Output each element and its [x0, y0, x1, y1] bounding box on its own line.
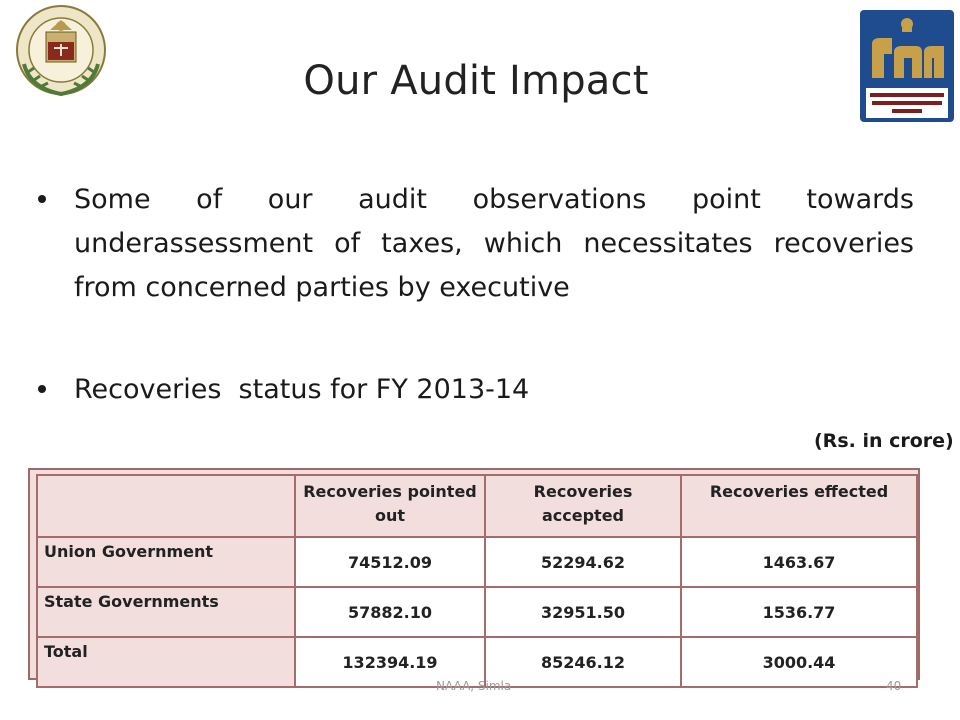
- footer-label: NAAA, Simla: [436, 679, 512, 693]
- table-cell: 1463.67: [681, 537, 917, 587]
- table-header-cell: [37, 475, 295, 537]
- bullet-text: Recoveries status for FY 2013-14: [74, 374, 530, 405]
- table-header-cell: Recoveries pointed out: [295, 475, 485, 537]
- slide-title: Our Audit Impact: [303, 58, 649, 104]
- bullet-item: [38, 368, 914, 412]
- recoveries-table-frame: [28, 468, 920, 680]
- table-cell: 85246.12: [485, 637, 681, 687]
- unit-note: (Rs. in crore): [814, 430, 954, 452]
- table-header-cell: Recoveries effected: [681, 475, 917, 537]
- table-cell: 74512.09: [295, 537, 485, 587]
- row-label: Union Government: [37, 537, 295, 587]
- bullet-dot-icon: [38, 195, 46, 203]
- table-header-row: [37, 475, 917, 537]
- bullet-list: [38, 178, 914, 412]
- row-label: Total: [37, 637, 295, 687]
- table-cell: 57882.10: [295, 587, 485, 637]
- table-cell: 52294.62: [485, 537, 681, 587]
- table-row: [37, 537, 917, 587]
- bullet-text: Some of our audit observations point towards underassessment of taxes, which necessitates recoveries from concerned parties by executive: [74, 184, 914, 303]
- recoveries-table: [36, 474, 918, 688]
- table-header-cell: Recoveries accepted: [485, 475, 681, 537]
- table-cell: 32951.50: [485, 587, 681, 637]
- table-cell: 132394.19: [295, 637, 485, 687]
- row-label: State Governments: [37, 587, 295, 637]
- table-row: [37, 587, 917, 637]
- page-number: 40: [886, 679, 902, 693]
- table-cell: 1536.77: [681, 587, 917, 637]
- bullet-dot-icon: [38, 385, 46, 393]
- bullet-item: [38, 178, 914, 310]
- table-cell: 3000.44: [681, 637, 917, 687]
